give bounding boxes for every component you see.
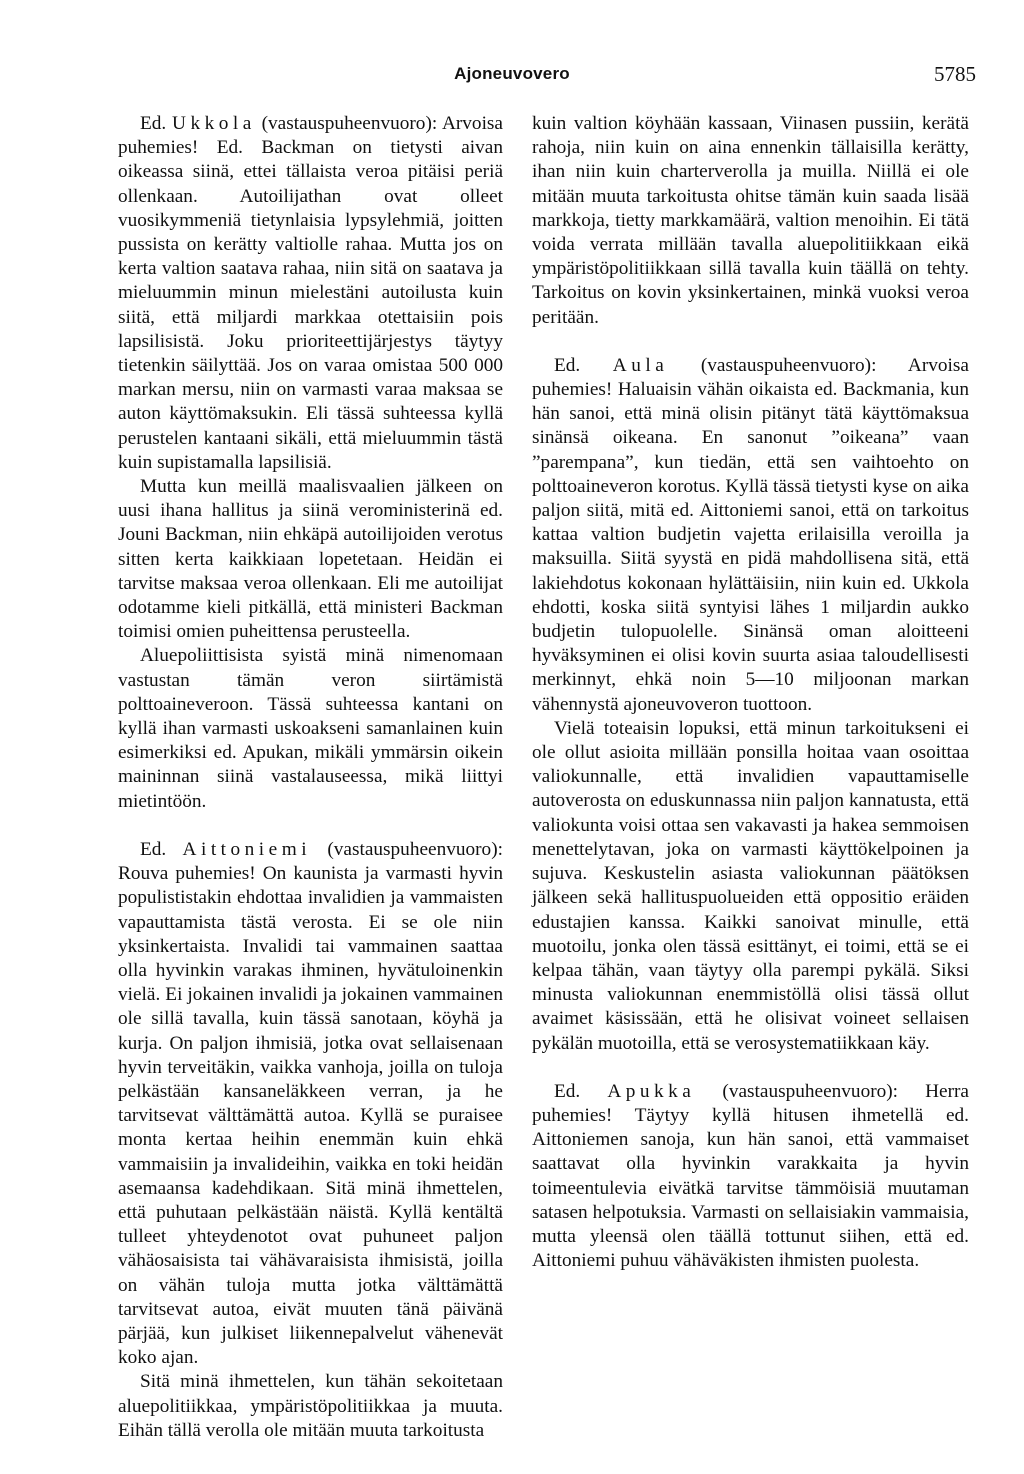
paragraph: kuin valtion köyhään kassaan, Viinasen pussiin, kerätä rahoja, niin kuin on aina ennenkin tällaisilla kerätty, ihan niin kuin charterverolla ja muilla. Niillä ei ole mitään muuta tarkoitusta ohitse tämän kuin saada lisää markkoja, tietty markkamäärä, valtion menoihin. Ei tätä voida verrata millään tavalla aluepolitiikkaan eikä ympäristöpolitiikkaan sillä tavalla kuin täällä on tehty. Tarkoitus on kovin yksinkertainen, minkä vuoksi veroa peritään. xyxy=(532,113,969,328)
page-header xyxy=(0,62,1024,92)
speech-prefix: Ed. xyxy=(140,838,167,860)
running-title: Ajoneuvovero xyxy=(454,64,570,83)
page-number: 5785 xyxy=(934,62,976,86)
speaker-name: Ukkola xyxy=(172,113,256,134)
speech-apukka xyxy=(532,1080,969,1274)
paragraph: Sitä minä ihmettelen, kun tähän sekoitetaan aluepolitiikkaa, ympäristöpolitiikkaa ja muuta. Eihän tällä verolla ole mitään muuta tarkoitusta xyxy=(118,1371,503,1441)
speech-text: (vastauspuheenvuoro): Arvoisa puhemies! Haluaisin vähän oikaista ed. Backmania, kun hän sanoi, että minä olisin pitänyt tätä käyttömaksua sinänsä oikeana. En sanonut ”oikeana” vaan ”parempana”, kun tiedän, että sen vaihtoehto on polttoaineveron korotus. Kyllä tässä tietysti kyse on aika paljon siitä, mitä ed. Aittoniemi sanoi, että on tarkoitus kattaa valtion budjetin vajetta erilaisilla veroilla ja maksuilla. Siitä syystä en pidä mahdollisena sitä, että lakiehdotus kokonaan hylättäisiin, niin kuin ed. Ukkola ehdotti, koska siitä syntyisi lähes 1 miljardin aukko budjetin tulopuolelle. Sinänsä oman aloitteeni hyväksyminen ei olisi kovin suurta asiaa taloudellisesti merkinnyt, ehkä noin 5—10 miljoonan markan vähennystä ajoneuvoveron tuottoon. xyxy=(532,354,969,715)
speech-aittoniemi xyxy=(118,838,503,1370)
paragraph: Vielä toteaisin lopuksi, että minun tarkoitukseni ei ole ollut asioita millään ponsilla hoitaa vaan osoittaa valiokunnalle, että invalidien vapauttamiselle autoverosta on eduskunnassa niin paljon kannatusta, että valiokunta voisi ottaa sen vakavasti ja hakea semmoisen menettelytavan, joka on varmasti käyttökelpoinen ja sujuva. Keskustelin asiasta valiokunnan päätöksen jälkeen sekä hallituspuolueiden että oppositio eräiden edustajien kanssa. Kaikki sanoivat minulle, että muotoilu, jonka olen tässä esittänyt, ei toimi, että se ei kelpaa tähän, vaan täytyy olla parempi pykälä. Siksi minusta valiokunnan enemmistöllä olisi tässä ollut avaimet käsissään, että he olisivat voineet sellaisen pykälän muotoilla, että se verosystematiikkaan käy. xyxy=(532,717,969,1054)
speech-prefix: Ed. xyxy=(554,1080,581,1102)
speaker-name: Aula xyxy=(612,354,669,376)
speaker-name: Apukka xyxy=(607,1080,696,1102)
paragraph: Aluepoliittisista syistä minä nimenomaan vastustan tämän veron siirtämistä polttoaineveroon. Tässä suhteessa kantani on kyllä ihan varmasti uskoakseni samanlainen kuin esimerkiksi ed. Apukan, mikäli ymmärsin oikein maininnan siinä vastalauseessa, mikä liittyi mietintöön. xyxy=(118,645,503,812)
speech-text: (vastauspuheenvuoro): Arvoisa puhemies! Ed. Backman on tietysti aivan oikeassa siinä, ettei tällaista veroa pitäisi periä ollenkaan. Autoilijathan ovat olleet vuosikymmeniä tietynlaisia lypsylehmiä, joitten pussista on kerätty valtiolle rahaa. Mutta jos on kerta valtion saatava rahaa, niin sitä on saatava ja mieluummin minun mielestäni autoilusta kuin siitä, että miljardi markkaa otettaisiin pois lapsilisistä. Joku prioriteettijärjestys täytyy tietenkin säilyttää. Jos on varaa omistaa 500 000 markan mersu, niin on varmasti varaa maksaa se auton käyttömaksukin. Eli tässä suhteessa kyllä perustelen kantaani sikäli, että mieluummin tästä kuin supistamalla lapsilisiä. xyxy=(118,113,503,473)
speech-prefix: Ed. xyxy=(140,113,167,134)
paragraph: Mutta kun meillä maalisvaalien jälkeen on uusi ihana hallitus ja siinä veroministerinä ed. Jouni Backman, niin ehkäpä autoilijoiden verotus sitten kerta kaikkiaan lopetetaan. Heidän ei tarvitse maksaa veroa ollenkaan. Eli me autoilijat odotamme kieli pitkällä, että ministeri Backman toimisi omien puheittensa perusteella. xyxy=(118,476,503,643)
speaker-name: Aittoniemi xyxy=(182,838,312,860)
speech-aula xyxy=(532,354,969,717)
left-column xyxy=(118,112,503,1443)
speech-prefix: Ed. xyxy=(554,354,581,376)
speech-text: (vastauspuheenvuoro): Herra puhemies! Täytyy kyllä hitusen ihmetellä ed. Aittoniemen sanoja, kun hän sanoi, että vammaiset saattavat olla hyvinkin varakkaita ja hyvin toimeentulevia eivätkä tarvitse tämmöisiä muutaman satasen helpotuksia. Varmasti on sellaisiakin vammaisia, mutta yleensä olen täällä tottunut siihen, että ed. Aittoniemi puhuu vähäväkisten ihmisten puolesta. xyxy=(532,1080,969,1272)
speech-ukkola xyxy=(118,112,503,475)
speech-text: (vastauspuheenvuoro): Rouva puhemies! On kaunista ja varmasti hyvin populististakin ehdottaa invalidien ja vammaisten vapauttamista tästä verosta. Ei se ole niin yksinkertaista. Invalidi tai vammainen saattaa olla hyvinkin varakas ihminen, hyvätuloinenkin vielä. Ei jokainen invalidi ja jokainen vammainen ole sillä tavalla, kuin tässä sanotaan, köyhä ja kurja. On paljon ihmisiä, jotka ovat sellaisenaan hyvin terveitäkin, vaikka vanhoja, joilla on tuloja pelkästään kansaneläkkeen verran, ja he tarvitsevat välttämättä autoa. Kyllä se puraisee monta kertaa heihin enemmän kuin ehkä vammaisiin ja invalideihin, vaikka en toki heidän asemaansa kadehdikaan. Sitä minä ihmettelen, että puhutaan pelkästään näistä. Kyllä kentältä tulleet yhteydenotot ovat puhuneet paljon vähäosaisista tai vähävaraisista ihmisistä, joilla on vähän tuloja mutta jotka välttämättä tarvitsevat autoa, eivät muuten tänä päivänä pärjää, kun julkiset liikennepalvelut vähenevät koko ajan. xyxy=(118,838,503,1369)
right-column xyxy=(532,112,969,1273)
